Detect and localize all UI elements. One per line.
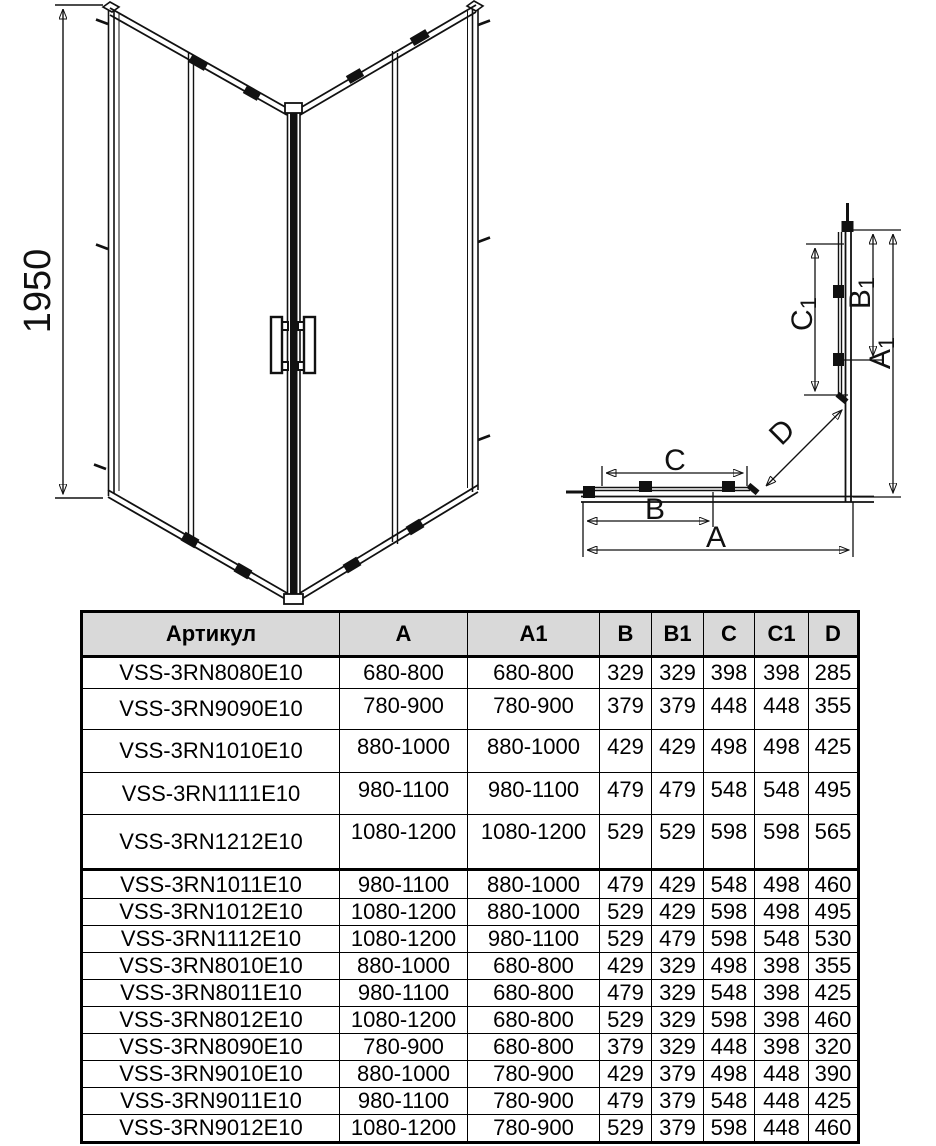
value-cell: 980-1100 bbox=[340, 870, 468, 899]
value-cell: 460 bbox=[809, 870, 859, 899]
value-cell: 529 bbox=[600, 1007, 652, 1034]
value-cell: 448 bbox=[755, 1115, 809, 1143]
value-cell: 598 bbox=[704, 1007, 755, 1034]
article-cell: VSS-3RN9012E10 bbox=[82, 1115, 340, 1143]
value-cell: 498 bbox=[755, 870, 809, 899]
value-cell: 980-1100 bbox=[340, 1088, 468, 1115]
value-cell: 598 bbox=[704, 899, 755, 926]
table-row bbox=[82, 1115, 859, 1143]
value-cell: 329 bbox=[652, 1034, 704, 1061]
article-cell: VSS-3RN8080E10 bbox=[82, 657, 340, 689]
value-cell: 460 bbox=[809, 1007, 859, 1034]
value-cell: 529 bbox=[600, 1115, 652, 1143]
spec-table-body bbox=[82, 657, 859, 1143]
value-cell: 398 bbox=[755, 953, 809, 980]
value-cell: 379 bbox=[652, 1088, 704, 1115]
header-c1: C1 bbox=[755, 612, 809, 657]
header-c: C bbox=[704, 612, 755, 657]
value-cell: 355 bbox=[809, 953, 859, 980]
article-cell: VSS-3RN1111E10 bbox=[82, 773, 340, 815]
table-row bbox=[82, 870, 859, 899]
bottom-rail-left bbox=[108, 490, 287, 600]
value-cell: 495 bbox=[809, 899, 859, 926]
dim-label-c: C bbox=[664, 444, 686, 477]
value-cell: 880-1000 bbox=[468, 870, 600, 899]
value-cell: 548 bbox=[704, 1088, 755, 1115]
value-cell: 379 bbox=[652, 689, 704, 730]
corner-post bbox=[284, 103, 303, 604]
table-row bbox=[82, 980, 859, 1007]
value-cell: 598 bbox=[755, 815, 809, 870]
value-cell: 780-900 bbox=[340, 689, 468, 730]
value-cell: 1080-1200 bbox=[340, 899, 468, 926]
door-handle-left bbox=[271, 317, 288, 373]
value-cell: 448 bbox=[704, 1034, 755, 1061]
value-cell: 780-900 bbox=[340, 1034, 468, 1061]
value-cell: 980-1100 bbox=[468, 773, 600, 815]
value-cell: 329 bbox=[652, 953, 704, 980]
value-cell: 429 bbox=[652, 870, 704, 899]
value-cell: 598 bbox=[704, 926, 755, 953]
dim-d bbox=[763, 410, 842, 486]
value-cell: 390 bbox=[809, 1061, 859, 1088]
value-cell: 398 bbox=[755, 980, 809, 1007]
header-a: A bbox=[340, 612, 468, 657]
value-cell: 529 bbox=[652, 815, 704, 870]
value-cell: 498 bbox=[755, 730, 809, 773]
value-cell: 429 bbox=[652, 730, 704, 773]
front-view-drawing bbox=[0, 0, 520, 610]
table-row bbox=[82, 899, 859, 926]
value-cell: 880-1000 bbox=[340, 1061, 468, 1088]
value-cell: 448 bbox=[704, 689, 755, 730]
value-cell: 329 bbox=[652, 1007, 704, 1034]
value-cell: 398 bbox=[704, 657, 755, 689]
left-wall-profile bbox=[94, 2, 119, 496]
value-cell: 980-1100 bbox=[468, 926, 600, 953]
value-cell: 780-900 bbox=[468, 689, 600, 730]
value-cell: 598 bbox=[704, 1115, 755, 1143]
value-cell: 548 bbox=[704, 980, 755, 1007]
value-cell: 529 bbox=[600, 815, 652, 870]
value-cell: 398 bbox=[755, 1007, 809, 1034]
article-cell: VSS-3RN1012E10 bbox=[82, 899, 340, 926]
value-cell: 548 bbox=[755, 773, 809, 815]
value-cell: 379 bbox=[652, 1061, 704, 1088]
top-rail-left bbox=[110, 8, 287, 115]
dim-label-a: A bbox=[705, 521, 727, 554]
header-a1: A1 bbox=[468, 612, 600, 657]
value-cell: 880-1000 bbox=[468, 730, 600, 773]
value-cell: 429 bbox=[600, 953, 652, 980]
value-cell: 530 bbox=[809, 926, 859, 953]
value-cell: 479 bbox=[600, 870, 652, 899]
value-cell: 425 bbox=[809, 980, 859, 1007]
value-cell: 980-1100 bbox=[340, 773, 468, 815]
dim-label-d: D bbox=[762, 412, 802, 452]
table-row bbox=[82, 1034, 859, 1061]
value-cell: 398 bbox=[755, 657, 809, 689]
value-cell: 548 bbox=[755, 926, 809, 953]
value-cell: 680-800 bbox=[340, 657, 468, 689]
table-row bbox=[82, 730, 859, 773]
spec-table bbox=[80, 610, 860, 1144]
door-stile-left bbox=[189, 53, 194, 546]
value-cell: 379 bbox=[600, 1034, 652, 1061]
value-cell: 1080-1200 bbox=[340, 1115, 468, 1143]
dim-c bbox=[602, 444, 747, 486]
value-cell: 780-900 bbox=[468, 1061, 600, 1088]
value-cell: 498 bbox=[704, 953, 755, 980]
value-cell: 1080-1200 bbox=[340, 1007, 468, 1034]
table-row bbox=[82, 926, 859, 953]
dim-label-a1: A1 bbox=[864, 336, 899, 370]
table-row bbox=[82, 953, 859, 980]
dim-label-b1: B1 bbox=[844, 276, 879, 310]
article-cell: VSS-3RN9011E10 bbox=[82, 1088, 340, 1115]
value-cell: 429 bbox=[600, 730, 652, 773]
value-cell: 598 bbox=[704, 815, 755, 870]
value-cell: 479 bbox=[600, 980, 652, 1007]
value-cell: 329 bbox=[600, 657, 652, 689]
article-cell: VSS-3RN1212E10 bbox=[82, 815, 340, 870]
article-cell: VSS-3RN9090E10 bbox=[82, 689, 340, 730]
dim-a bbox=[583, 502, 853, 557]
value-cell: 498 bbox=[755, 899, 809, 926]
value-cell: 379 bbox=[600, 689, 652, 730]
header-article: Артикул bbox=[82, 612, 340, 657]
value-cell: 880-1000 bbox=[340, 953, 468, 980]
value-cell: 980-1100 bbox=[340, 980, 468, 1007]
article-cell: VSS-3RN8012E10 bbox=[82, 1007, 340, 1034]
table-row bbox=[82, 1088, 859, 1115]
value-cell: 425 bbox=[809, 1088, 859, 1115]
value-cell: 448 bbox=[755, 689, 809, 730]
plan-view-drawing bbox=[556, 190, 936, 580]
value-cell: 565 bbox=[809, 815, 859, 870]
table-row bbox=[82, 1061, 859, 1088]
article-cell: VSS-3RN1112E10 bbox=[82, 926, 340, 953]
bottom-rail-right bbox=[300, 485, 478, 600]
height-dimension bbox=[17, 5, 103, 498]
value-cell: 548 bbox=[704, 870, 755, 899]
value-cell: 498 bbox=[704, 730, 755, 773]
value-cell: 460 bbox=[809, 1115, 859, 1143]
value-cell: 355 bbox=[809, 689, 859, 730]
table-header-row bbox=[82, 612, 859, 657]
header-d: D bbox=[809, 612, 859, 657]
header-b1: B1 bbox=[652, 612, 704, 657]
dim-a1 bbox=[853, 234, 901, 497]
right-wall-profile bbox=[467, 1, 490, 492]
value-cell: 880-1000 bbox=[468, 899, 600, 926]
value-cell: 680-800 bbox=[468, 980, 600, 1007]
dim-label-b: B bbox=[644, 493, 666, 526]
value-cell: 429 bbox=[652, 899, 704, 926]
value-cell: 495 bbox=[809, 773, 859, 815]
value-cell: 1080-1200 bbox=[340, 815, 468, 870]
value-cell: 680-800 bbox=[468, 657, 600, 689]
door-stile-right bbox=[393, 51, 398, 544]
article-cell: VSS-3RN9010E10 bbox=[82, 1061, 340, 1088]
value-cell: 329 bbox=[652, 657, 704, 689]
value-cell: 498 bbox=[704, 1061, 755, 1088]
value-cell: 680-800 bbox=[468, 1007, 600, 1034]
dim-label-c1: C1 bbox=[786, 297, 821, 331]
value-cell: 429 bbox=[600, 1061, 652, 1088]
table-row bbox=[82, 689, 859, 730]
table-row bbox=[82, 657, 859, 689]
value-cell: 448 bbox=[755, 1088, 809, 1115]
value-cell: 529 bbox=[600, 926, 652, 953]
table-row bbox=[82, 773, 859, 815]
top-rail-right bbox=[300, 5, 476, 115]
article-cell: VSS-3RN8010E10 bbox=[82, 953, 340, 980]
article-cell: VSS-3RN8011E10 bbox=[82, 980, 340, 1007]
value-cell: 548 bbox=[704, 773, 755, 815]
value-cell: 398 bbox=[755, 1034, 809, 1061]
article-cell: VSS-3RN1011E10 bbox=[82, 870, 340, 899]
value-cell: 479 bbox=[600, 1088, 652, 1115]
value-cell: 880-1000 bbox=[340, 730, 468, 773]
value-cell: 425 bbox=[809, 730, 859, 773]
value-cell: 529 bbox=[600, 899, 652, 926]
value-cell: 780-900 bbox=[468, 1115, 600, 1143]
value-cell: 479 bbox=[652, 773, 704, 815]
height-label: 1950 bbox=[17, 248, 59, 334]
article-cell: VSS-3RN8090E10 bbox=[82, 1034, 340, 1061]
value-cell: 780-900 bbox=[468, 1088, 600, 1115]
value-cell: 479 bbox=[652, 926, 704, 953]
value-cell: 320 bbox=[809, 1034, 859, 1061]
value-cell: 479 bbox=[600, 773, 652, 815]
value-cell: 448 bbox=[755, 1061, 809, 1088]
value-cell: 329 bbox=[652, 980, 704, 1007]
value-cell: 379 bbox=[652, 1115, 704, 1143]
plan-walls bbox=[581, 226, 874, 502]
table-row bbox=[82, 1007, 859, 1034]
value-cell: 1080-1200 bbox=[468, 815, 600, 870]
value-cell: 1080-1200 bbox=[340, 926, 468, 953]
value-cell: 680-800 bbox=[468, 953, 600, 980]
article-cell: VSS-3RN1010E10 bbox=[82, 730, 340, 773]
table-row bbox=[82, 815, 859, 870]
value-cell: 680-800 bbox=[468, 1034, 600, 1061]
header-b: B bbox=[600, 612, 652, 657]
value-cell: 285 bbox=[809, 657, 859, 689]
